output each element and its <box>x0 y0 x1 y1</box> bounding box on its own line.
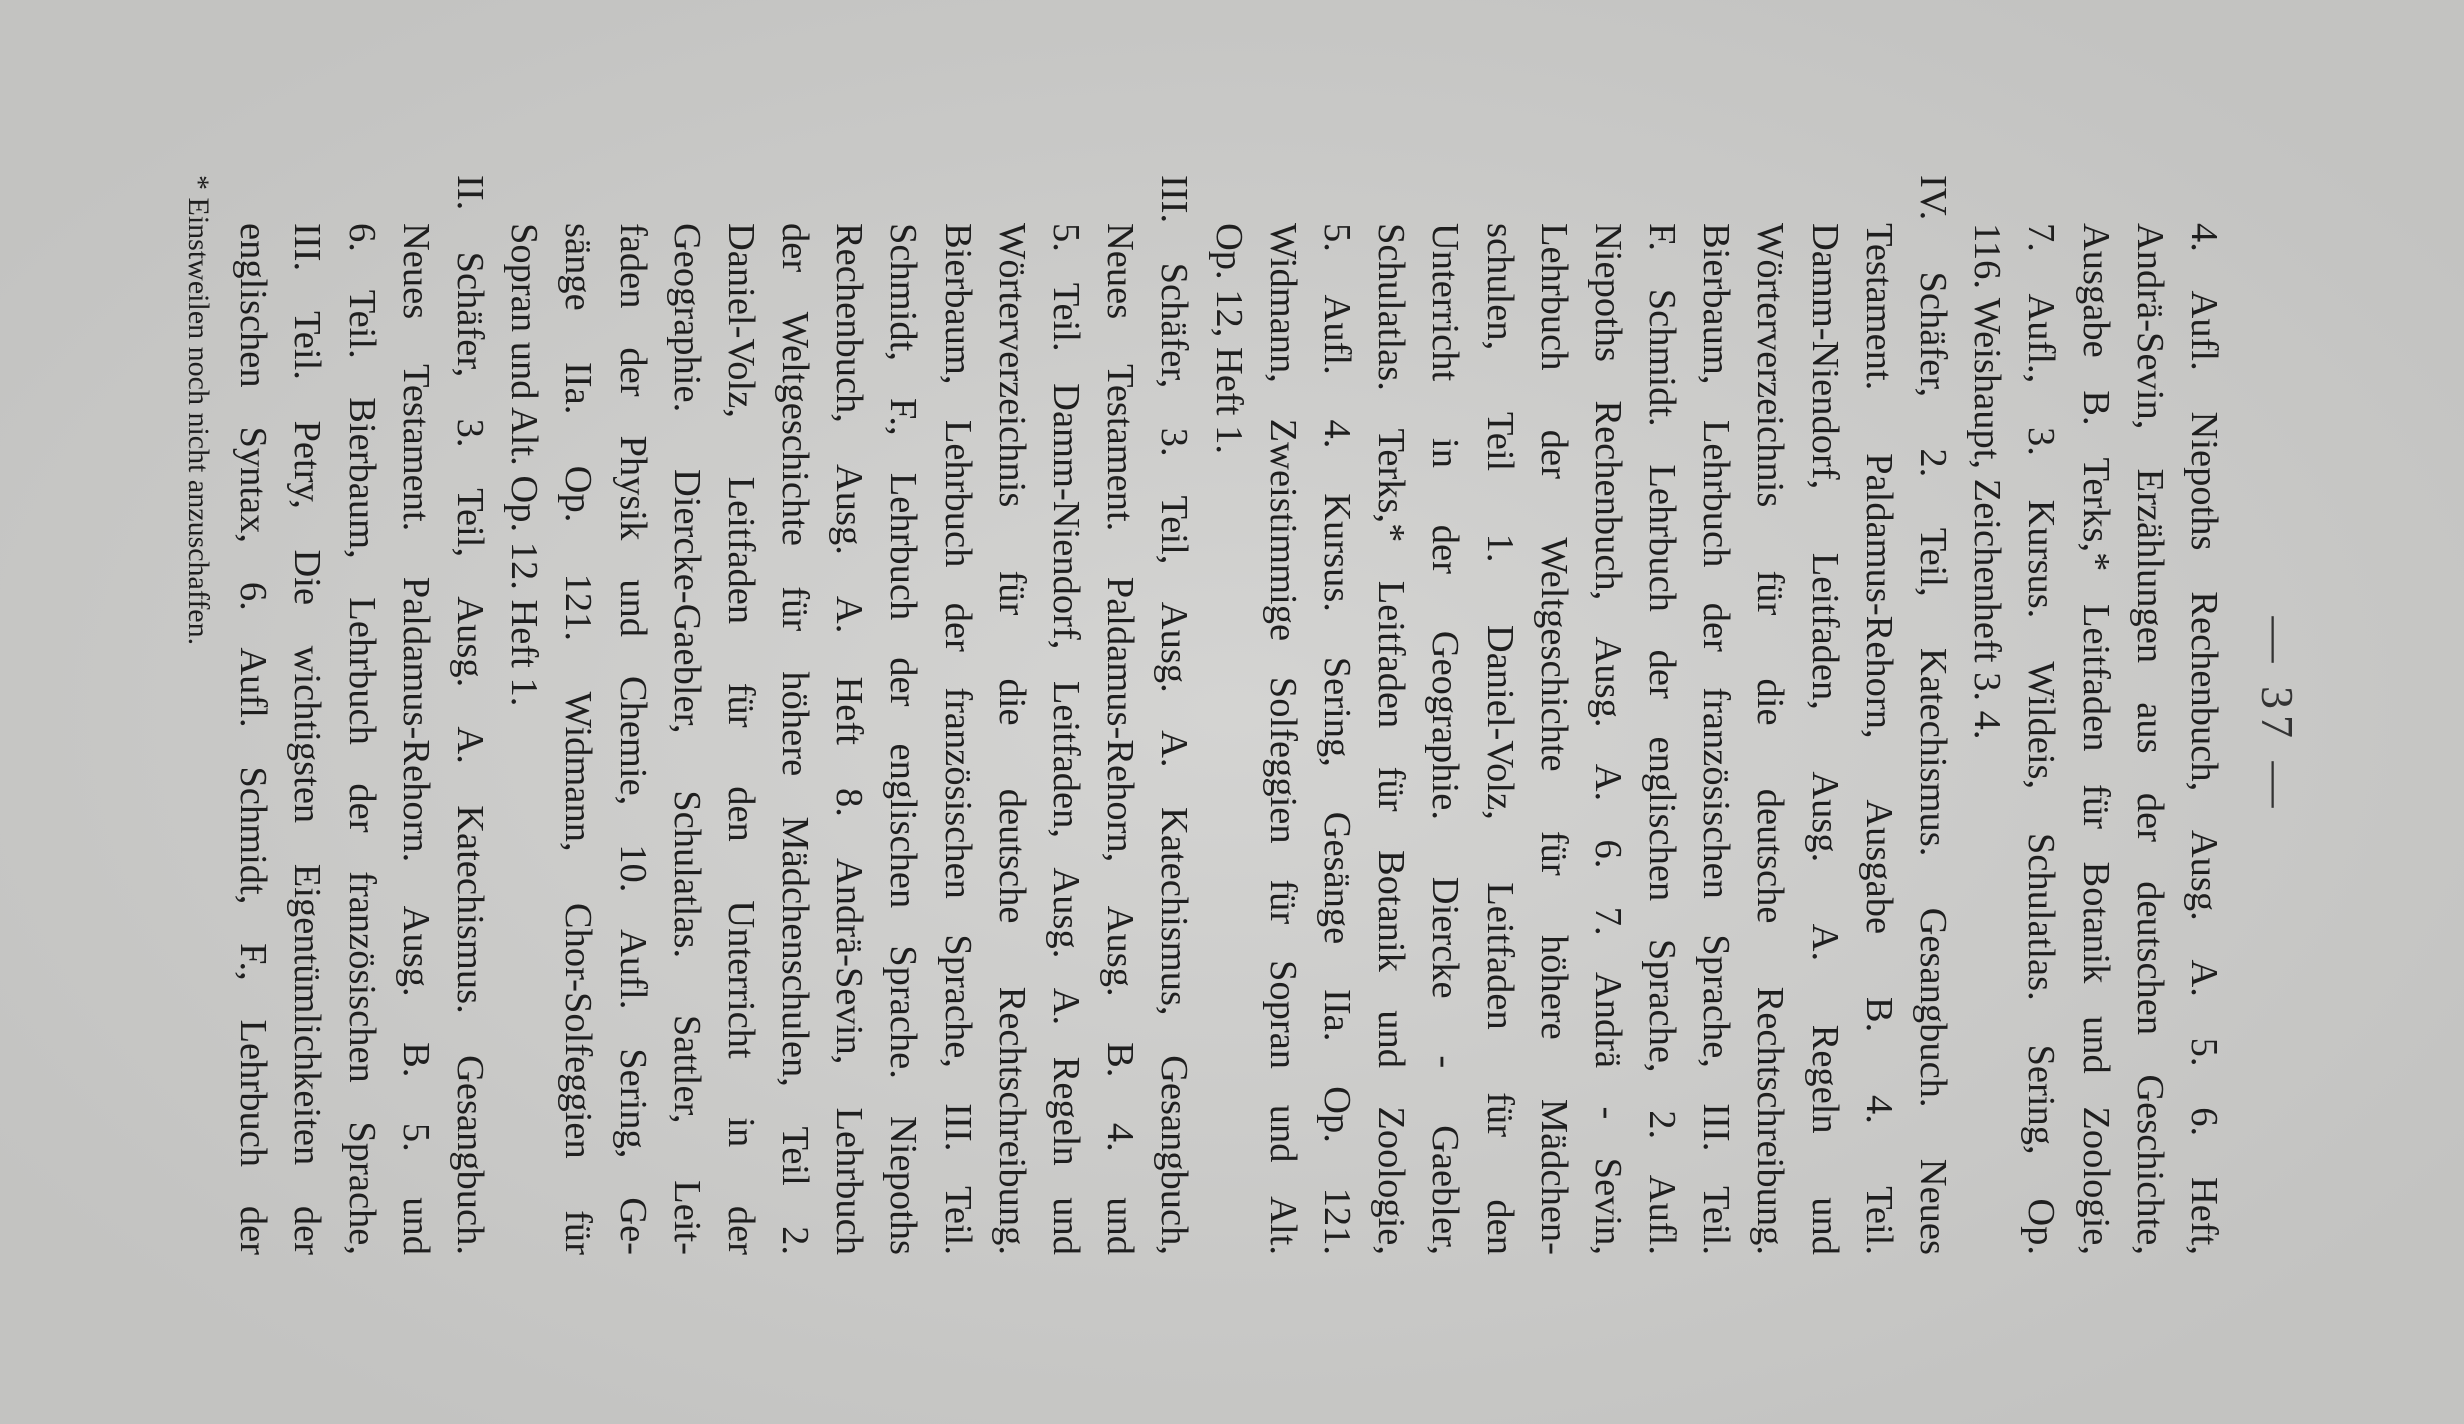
text-line: F. Schmidt. Lehrbuch der englischen Sprache, 2. Aufl. <box>1641 223 1684 1255</box>
text-line: schulen, Teil 1. Daniel-Volz, Leitfaden für den <box>1478 223 1521 1255</box>
text-line: II. Schäfer, 3. Teil, Ausg. A. Katechismus. Gesangbuch. <box>449 175 491 1255</box>
text-line: Rechenbuch, Ausg. A. Heft 8. Andrä-Sevin, Lehrbuch <box>828 223 871 1255</box>
text-line: Schmidt, F., Lehrbuch der englischen Sprache. Niepoths <box>882 223 925 1255</box>
footnote: * Einstweilen noch nicht anzuschaffen. <box>182 175 216 646</box>
text-line: III. Schäfer, 3. Teil, Ausg. A. Katechismus, Gesangbuch, <box>1153 175 1196 1255</box>
text-line: IV. Schäfer, 2. Teil, Katechismus. Gesangbuch. Neues <box>1912 175 1955 1255</box>
text-line: Lehrbuch der Weltgeschichte für höhere Mädchen- <box>1532 223 1575 1255</box>
text-line: sänge IIa. Op. 121. Widmann, Chor-Solfeggien für <box>557 223 600 1255</box>
text-line: Sopran und Alt. Op. 12. Heft 1. <box>503 223 546 707</box>
text-line: Wörterverzeichnis für die deutsche Rechtschreibung. <box>990 223 1033 1255</box>
text-line: Bierbaum, Lehrbuch der französischen Sprache, III. Teil. <box>936 223 979 1255</box>
text-line: Andrä-Sevin, Erzählungen aus der deutschen Geschichte, <box>2128 223 2171 1255</box>
text-line: Widmann, Zweistimmige Solfeggien für Sopran und Alt. <box>1261 223 1304 1255</box>
text-line: Damm-Niendorf, Leitfaden, Ausg. A. Regeln und <box>1803 223 1846 1255</box>
page-content <box>178 175 2304 1255</box>
text-line: Schulatlas. Terks,* Leitfaden für Botanik und Zoologie, <box>1370 223 1413 1255</box>
text-line: 6. Teil. Bierbaum, Lehrbuch der französischen Sprache, <box>340 223 383 1255</box>
text-line: Neues Testament. Paldamus-Rehorn. Ausg. B. 5. und <box>394 223 437 1255</box>
text-line: Neues Testament. Paldamus-Rehorn, Ausg. B. 4. und <box>1099 223 1142 1255</box>
text-line: Op. 12, Heft 1. <box>1207 223 1250 454</box>
text-line: faden der Physik und Chemie, 10. Aufl. Sering, Ge- <box>611 223 654 1255</box>
text-line: Bierbaum, Lehrbuch der französischen Sprache, III. Teil. <box>1695 223 1738 1255</box>
text-line: 5. Teil. Damm-Niendorf, Leitfaden, Ausg. A. Regeln und <box>1045 223 1088 1255</box>
text-line: 4. Aufl. Niepoths Rechenbuch, Ausg. A. 5. 6. Heft, <box>2183 223 2225 1255</box>
text-line: Niepoths Rechenbuch, Ausg. A. 6. 7. Andrä - Sevin, <box>1586 223 1629 1255</box>
text-line: III. Teil. Petry, Die wichtigsten Eigentümlichkeiten der <box>286 223 329 1255</box>
text-line: 5. Aufl. 4. Kursus. Sering, Gesänge IIa. Op. 121. <box>1316 223 1358 1255</box>
text-body <box>226 175 2231 1255</box>
text-line: Wörterverzeichnis für die deutsche Rechtschreibung. <box>1749 223 1792 1255</box>
text-line: 116. Weishaupt, Zeichenheft 3. 4. <box>1966 223 2009 740</box>
text-line: Unterricht in der Geographie. Diercke - Gaebler, <box>1424 223 1467 1255</box>
page-number: — 37 — <box>2252 616 2303 814</box>
text-line: 7. Aufl., 3. Kursus. Wildeis, Schulatlas. Sering, Op. <box>2020 223 2063 1255</box>
text-line: Geographie. Diercke-Gaebler, Schulatlas. Sattler, Leit- <box>665 223 708 1255</box>
text-line: Testament. Paldamus-Rehorn, Ausgabe B. 4. Teil. <box>1857 223 1900 1255</box>
text-line: Ausgabe B. Terks,* Leitfaden für Botanik und Zoologie, <box>2074 223 2117 1255</box>
text-line: englischen Syntax, 6. Aufl. Schmidt, F., Lehrbuch der <box>232 223 275 1255</box>
text-line: der Weltgeschichte für höhere Mädchenschulen, Teil 2. <box>774 223 817 1255</box>
text-line: Daniel-Volz, Leitfaden für den Unterricht in der <box>719 223 762 1255</box>
